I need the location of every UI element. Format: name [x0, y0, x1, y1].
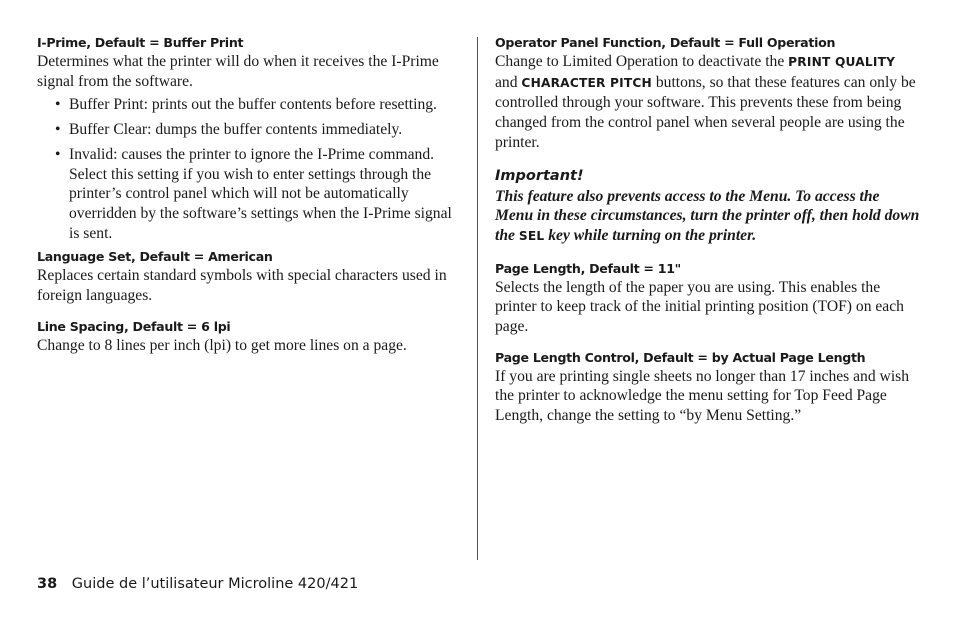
list-item-text: Buffer Print: prints out the buffer contents before resetting. — [69, 96, 437, 114]
page-number: 38 — [37, 576, 58, 592]
line-spacing-description: Change to 8 lines per inch (lpi) to get more lines on a page. — [37, 336, 407, 354]
important-note — [495, 187, 920, 247]
iprime-description: Determines what the printer will do when it receives the I-Prime signal from the software. — [37, 53, 439, 90]
iprime-heading: I-Prime, Default = Buffer Print — [37, 35, 244, 50]
list-item — [37, 145, 465, 244]
language-set-description: Replaces certain standard symbols with special characters used in foreign languages. — [37, 267, 447, 305]
language-set-heading: Language Set, Default = American — [37, 249, 273, 265]
list-item — [37, 120, 465, 140]
important-text-2: key while turning on the printer. — [548, 226, 757, 244]
right-column — [495, 34, 920, 426]
bullet-icon: • — [55, 96, 61, 114]
important-heading: Important! — [495, 167, 584, 184]
page-length-control-heading: Page Length Control, Default = by Actual Page Length — [495, 349, 866, 365]
bullet-icon: • — [55, 145, 61, 163]
iprime-options-list — [37, 95, 465, 243]
page-length-heading: Page Length, Default = 11" — [495, 260, 681, 276]
bullet-icon: • — [55, 121, 61, 139]
important-text-1: This feature also prevents access to the Menu. To access the Menu in these circumstances, turn the printer off, then hold down the — [495, 187, 920, 244]
character-pitch-key: CHARACTER PITCH — [521, 75, 652, 90]
operator-text-3: buttons, so that these features can only be controlled through your software. This prevents these from being changed from the control panel when several people are using the printer. — [495, 73, 916, 151]
page-footer — [37, 574, 358, 594]
line-spacing-heading: Line Spacing, Default = 6 lpi — [37, 318, 231, 334]
print-quality-key: PRINT QUALITY — [788, 55, 896, 69]
footer-title: Guide de l’utilisateur Microline 420/421 — [71, 576, 359, 592]
operator-text-2: and — [495, 73, 518, 91]
list-item-text: Buffer Clear: dumps the buffer contents immediately. — [69, 121, 403, 139]
column-divider — [477, 37, 478, 560]
operator-panel-description — [495, 52, 920, 153]
sel-key: SEL — [518, 228, 545, 243]
operator-text-1: Change to Limited Operation to deactivate the — [495, 53, 785, 70]
list-item-text: Invalid: causes the printer to ignore the I-Prime command. Select this setting if you wish to enter settings through the printer’s control panel which will not be automatically overridden by the software’s settings when the I-Prime signal is sent. — [69, 145, 452, 242]
operator-panel-heading: Operator Panel Function, Default = Full Operation — [495, 35, 836, 50]
page-length-control-description: If you are printing single sheets no longer than 17 inches and wish the printer to acknowledge the menu setting for Top Feed Page Length, change the setting to “by Menu Setting.” — [495, 367, 910, 425]
left-column — [37, 34, 465, 355]
page-length-description: Selects the length of the paper you are using. This enables the printer to keep track of the initial printing position (TOF) on each page. — [495, 278, 904, 336]
list-item — [37, 95, 465, 115]
